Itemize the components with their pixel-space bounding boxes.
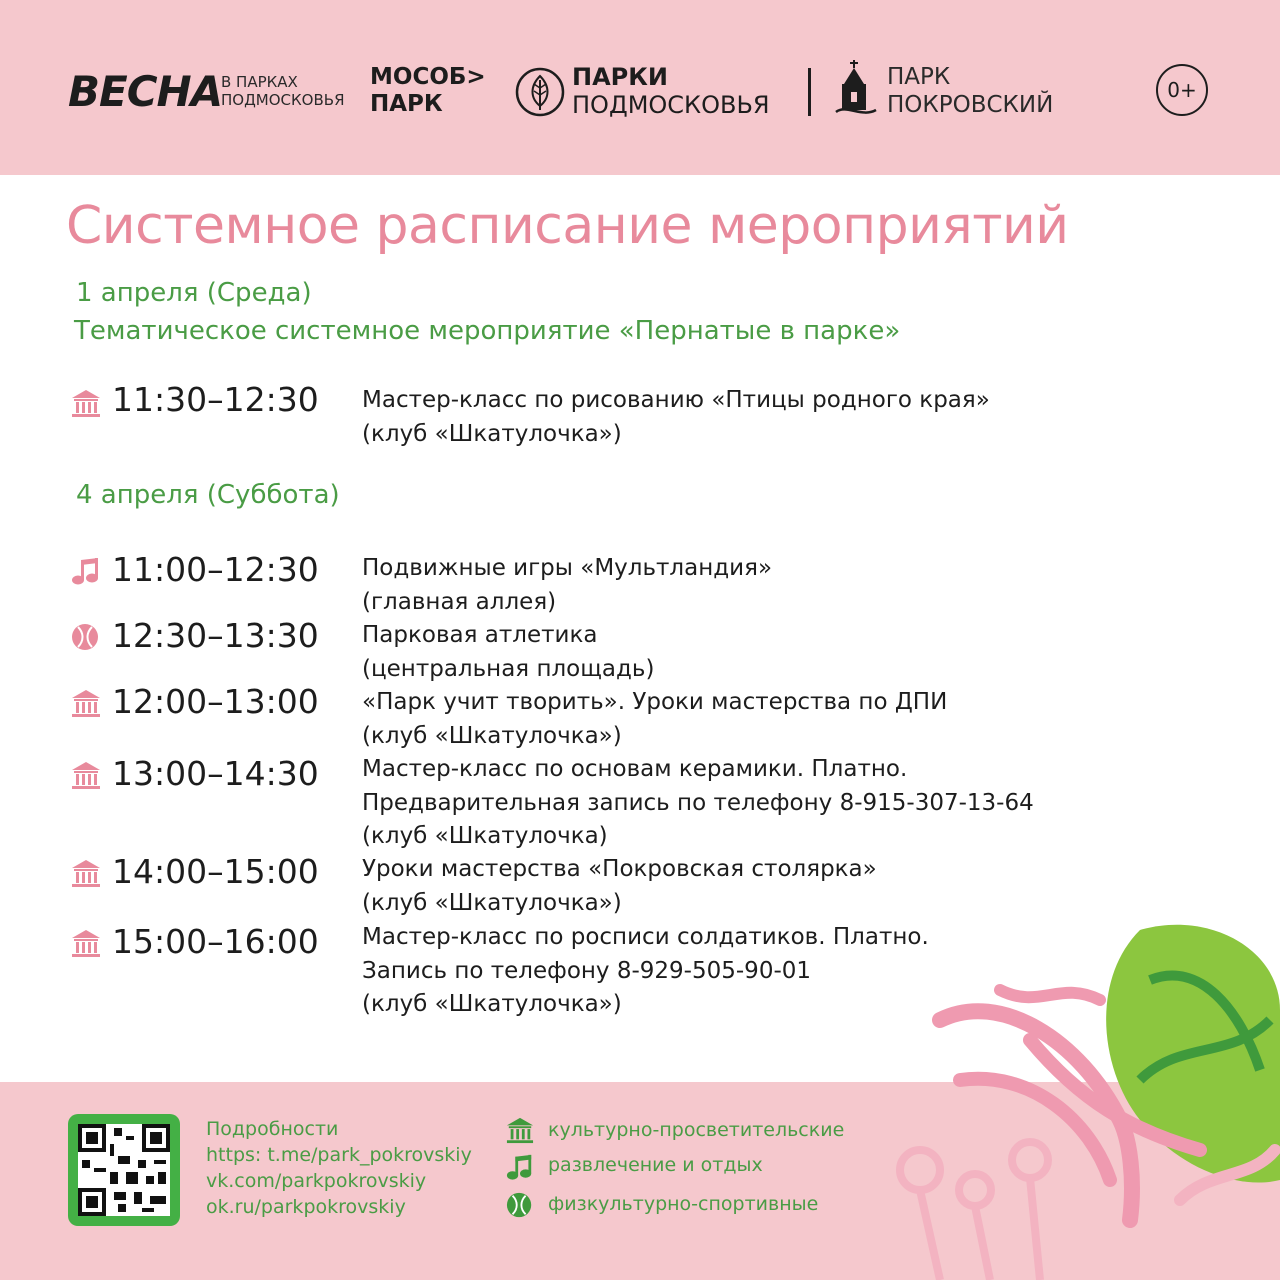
telegram-link[interactable]: https: t.me/park_pokrovskiy (206, 1144, 472, 1166)
event-line: Подвижные игры «Мультландия» (362, 555, 773, 581)
museum-icon (70, 928, 102, 958)
vesna-caption-line2: ПОДМОСКОВЬЯ (221, 91, 345, 109)
svg-text:ВЕСНА: ВЕСНА (68, 67, 223, 116)
details-heading: Подробности (206, 1118, 339, 1140)
event-line: Мастер-класс по основам керамики. Платно. (362, 756, 908, 782)
event-time: 15:00–16:00 (112, 922, 319, 961)
event-description (362, 853, 877, 920)
event-description (362, 686, 947, 753)
museum-icon (70, 388, 102, 418)
footer-details (206, 1116, 472, 1220)
day1-theme: Тематическое системное мероприятие «Пернатые в парке» (74, 316, 901, 346)
page-title: Системное расписание мероприятий (66, 196, 1069, 256)
park-pokrovsky-logo (887, 63, 1053, 119)
legend-label-cultural: культурно-просветительские (548, 1119, 845, 1141)
qr-pattern (78, 1124, 170, 1216)
event-time: 12:30–13:30 (112, 616, 319, 655)
event-description (362, 384, 990, 451)
decorative-flower-illustration (880, 920, 1280, 1280)
mosobpark-logo (370, 64, 486, 118)
day2-date: 4 апреля (Суббота) (76, 480, 340, 510)
museum-icon (504, 1116, 536, 1144)
vk-link[interactable]: vk.com/parkpokrovskiy (206, 1170, 427, 1192)
event-time: 12:00–13:00 (112, 682, 319, 721)
event-line: (клуб «Шкатулочка») (362, 722, 622, 749)
event-description (362, 619, 654, 686)
event-time: 11:30–12:30 (112, 380, 319, 419)
music-note-icon (504, 1153, 536, 1181)
museum-icon (70, 760, 102, 790)
park-pokrovsky-line1: ПАРК (887, 64, 951, 90)
mosobpark-line2: ПАРК (370, 91, 443, 117)
event-line: Запись по телефону 8-929-505-90-01 (362, 957, 812, 984)
vesna-logo (66, 64, 223, 127)
event-line: (центральная площадь) (362, 655, 655, 682)
event-line: (главная аллея) (362, 588, 557, 615)
ok-link[interactable]: ok.ru/parkpokrovskiy (206, 1196, 406, 1218)
event-time: 14:00–15:00 (112, 852, 319, 891)
event-line: Мастер-класс по росписи солдатиков. Платно. (362, 924, 929, 950)
event-line: (клуб «Шкатулочка») (362, 991, 622, 1017)
church-emblem-icon (834, 58, 878, 120)
qr-code[interactable] (68, 1114, 180, 1226)
event-line: Предварительная запись по телефону 8-915-307-13-64 (362, 789, 1034, 816)
legend-label-entertainment: развлечение и отдых (548, 1154, 763, 1176)
event-line: (клуб «Шкатулочка) (362, 823, 608, 849)
event-line: Парковая атлетика (362, 622, 598, 648)
mosobpark-line1: МОСОБ> (370, 64, 486, 90)
museum-icon (70, 858, 102, 888)
park-pokrovsky-line2: ПОКРОВСКИЙ (887, 92, 1054, 118)
legend-label-sport: физкультурно-спортивные (548, 1193, 819, 1215)
event-time: 11:00–12:30 (112, 550, 319, 589)
music-note-icon (70, 556, 102, 586)
ball-icon (70, 622, 102, 652)
event-line: (клуб «Шкатулочка») (362, 420, 622, 447)
event-line: Уроки мастерства «Покровская столярка» (362, 856, 877, 882)
event-description (362, 753, 1034, 854)
museum-icon (70, 688, 102, 718)
parki-logo (572, 63, 770, 119)
event-line: (клуб «Шкатулочка») (362, 889, 622, 916)
parki-line2: ПОДМОСКОВЬЯ (572, 91, 770, 119)
event-line: Мастер-класс по рисованию «Птицы родного края» (362, 387, 990, 413)
event-time: 13:00–14:30 (112, 754, 319, 793)
event-description (362, 921, 929, 1022)
header-divider (808, 68, 811, 116)
vesna-logo-graphic (66, 64, 223, 116)
vesna-caption (221, 73, 345, 109)
vesna-caption-line1: В ПАРКАХ (221, 73, 298, 91)
day1-date: 1 апреля (Среда) (76, 278, 312, 308)
parki-line1: ПАРКИ (572, 63, 668, 91)
leaf-emblem-icon (514, 66, 566, 118)
ball-icon (504, 1191, 536, 1219)
event-line: «Парк учит творить». Уроки мастерства по ДПИ (362, 689, 948, 715)
event-description (362, 552, 772, 619)
age-rating-badge: 0+ (1156, 64, 1208, 116)
